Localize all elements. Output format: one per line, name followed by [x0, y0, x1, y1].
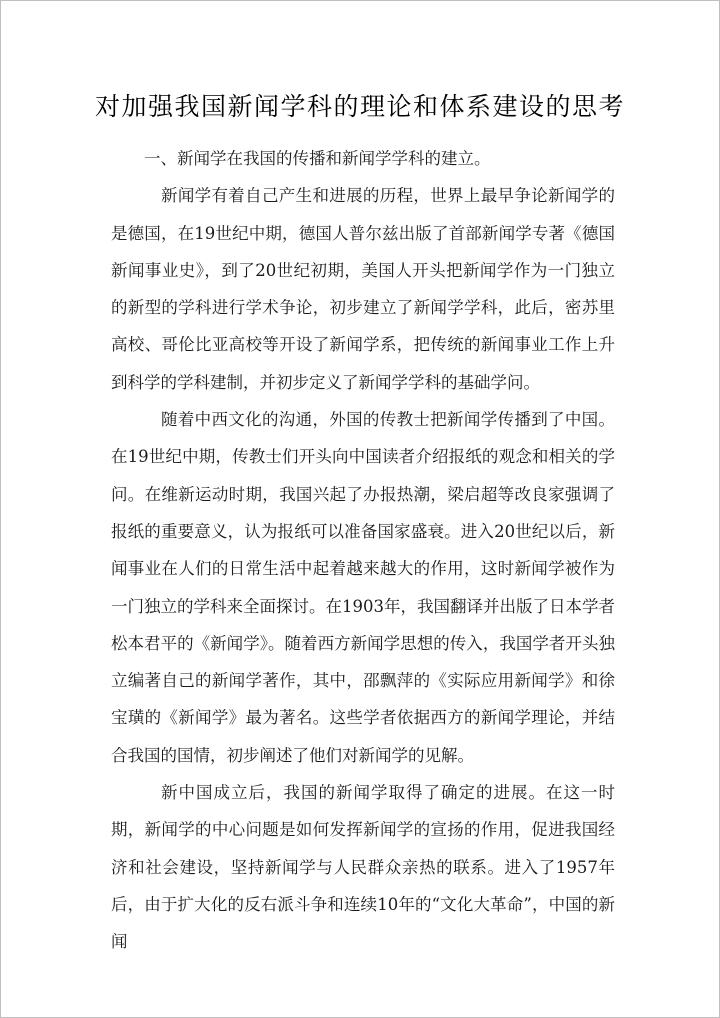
document-body [111, 140, 615, 961]
paragraph-1: 新闻学有着自己产生和进展的历程，世界上最早争论新闻学的是德国，在19世纪中期，德国人普尔兹出版了首部新闻学专著《德国新闻事业史》，到了20世纪初期，美国人开头把新闻学作为一门独立的新型的学科进行学术争论，初步建立了新闻学学科，此后，密苏里高校、哥伦比亚高校等开设了新闻学系，把传统的新闻事业工作上升到科学的学科建制，并初步定义了新闻学学科的基础学问。 [111, 186, 615, 392]
document-title: 对加强我国新闻学科的理论和体系建设的思考 [94, 92, 625, 121]
section-heading: 一、新闻学在我国的传播和新闻学学科的建立。 [144, 149, 491, 168]
paragraph-2: 随着中西文化的沟通，外国的传教士把新闻学传播到了中国。在19世纪中期，传教士们开头向中国读者介绍报纸的观念和相关的学问。在维新运动时期，我国兴起了办报热潮，梁启超等改良家强调了报纸的重要意义，认为报纸可以准备国家盛衰。进入20世纪以后，新闻事业在人们的日常生活中起着越来越大的作用，这时新闻学被作为一门独立的学科来全面探讨。在1903年，我国翻译并出版了日本学者松本君平的《新闻学》。随着西方新闻学思想的传入，我国学者开头独立编著自己的新闻学著作，其中，邵飘萍的《实际应用新闻学》和徐宝璜的《新闻学》最为著名。这些学者依据西方的新闻学理论，并结合我国的国情，初步阐述了他们对新闻学的见解。 [111, 410, 615, 765]
paragraph-3: 新中国成立后，我国的新闻学取得了确定的进展。在这一时期，新闻学的中心问题是如何发挥新闻学的宣扬的作用，促进我国经济和社会建设，坚持新闻学与人民群众亲热的联系。进入了1957年后，由于扩大化的反右派斗争和连续10年的“文化大革命”，中国的新闻 [111, 783, 615, 952]
